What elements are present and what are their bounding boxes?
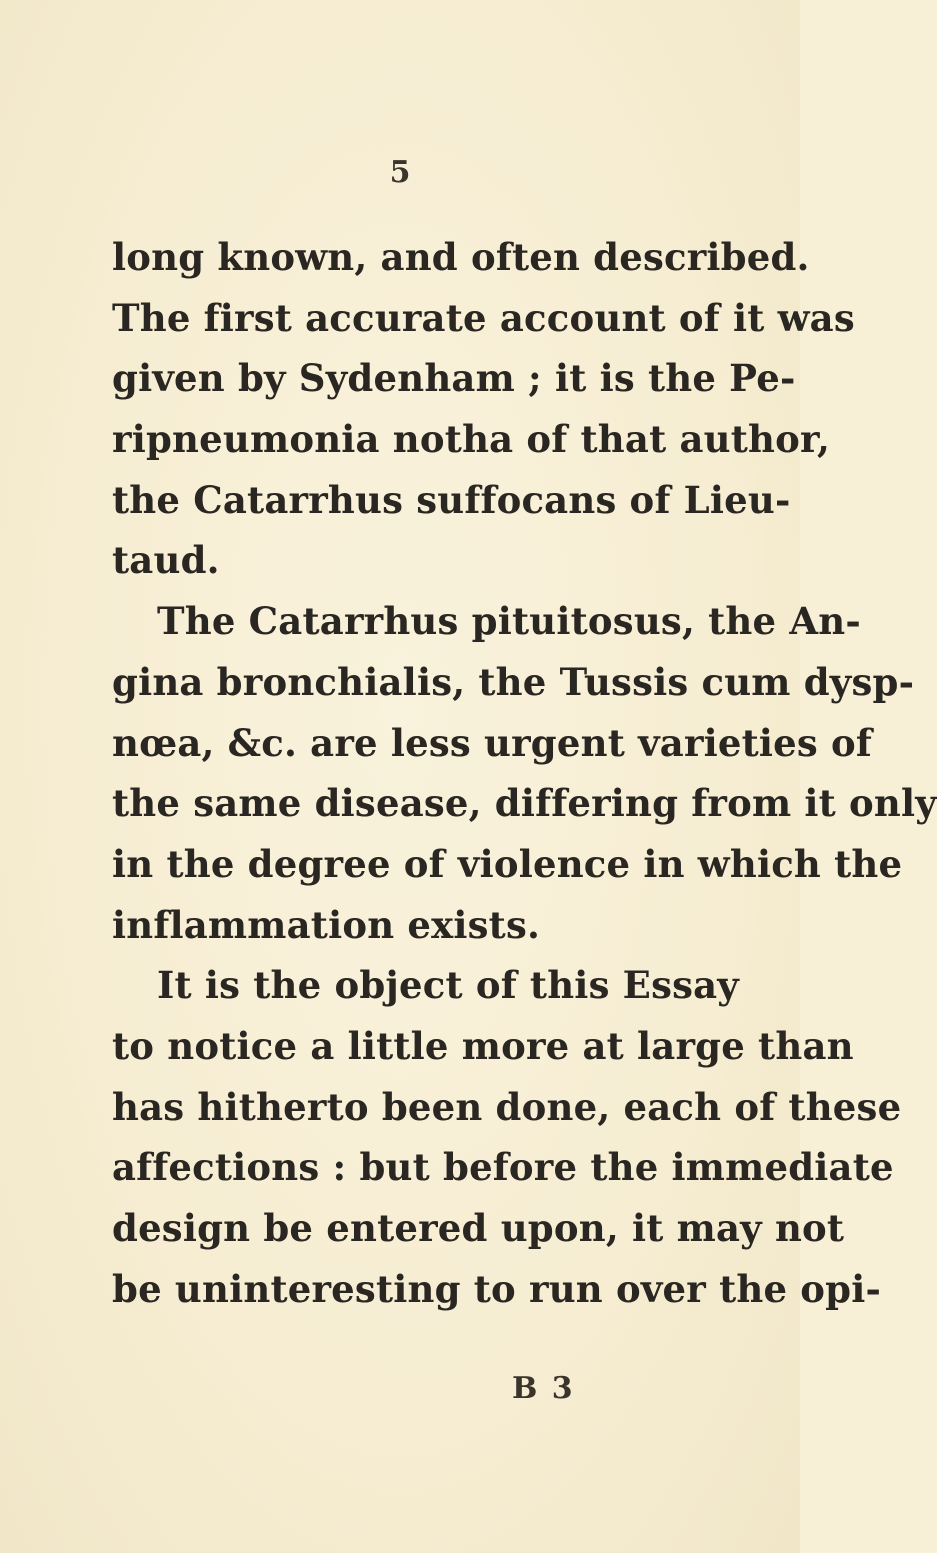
- text-line: taud.: [112, 538, 220, 583]
- text-line: the Catarrhus suffocans of Lieu-: [112, 477, 791, 522]
- text-line: the same disease, differing from it only: [112, 781, 937, 826]
- text-line: in the degree of violence in which the: [112, 841, 903, 886]
- text-line: affections : but before the immediate: [112, 1145, 894, 1190]
- text-line: The first accurate account of it was: [112, 295, 855, 340]
- body-text: [112, 227, 937, 1319]
- text-line: long known, and often described.: [112, 235, 810, 279]
- text-line: It is the object of this Essay: [157, 963, 740, 1008]
- text-line: given by Sydenham ; it is the Pe-: [112, 356, 796, 401]
- text-line: be uninteresting to run over the opi-: [112, 1266, 882, 1311]
- text-line: inflammation exists.: [112, 902, 541, 947]
- text-line: ripneumonia notha of that author,: [112, 417, 831, 462]
- text-line: design be entered upon, it may not: [112, 1206, 845, 1250]
- text-line: to notice a little more at large than: [112, 1023, 854, 1068]
- signature-mark: B 3: [512, 1371, 575, 1406]
- text-line: The Catarrhus pituitosus, the An-: [157, 599, 861, 644]
- text-line: nœa, &c. are less urgent varieties of: [112, 720, 873, 765]
- page-number: 5: [389, 155, 411, 190]
- text-line: gina bronchialis, the Tussis cum dysp-: [112, 659, 915, 704]
- text-line: has hitherto been done, each of these: [112, 1084, 902, 1129]
